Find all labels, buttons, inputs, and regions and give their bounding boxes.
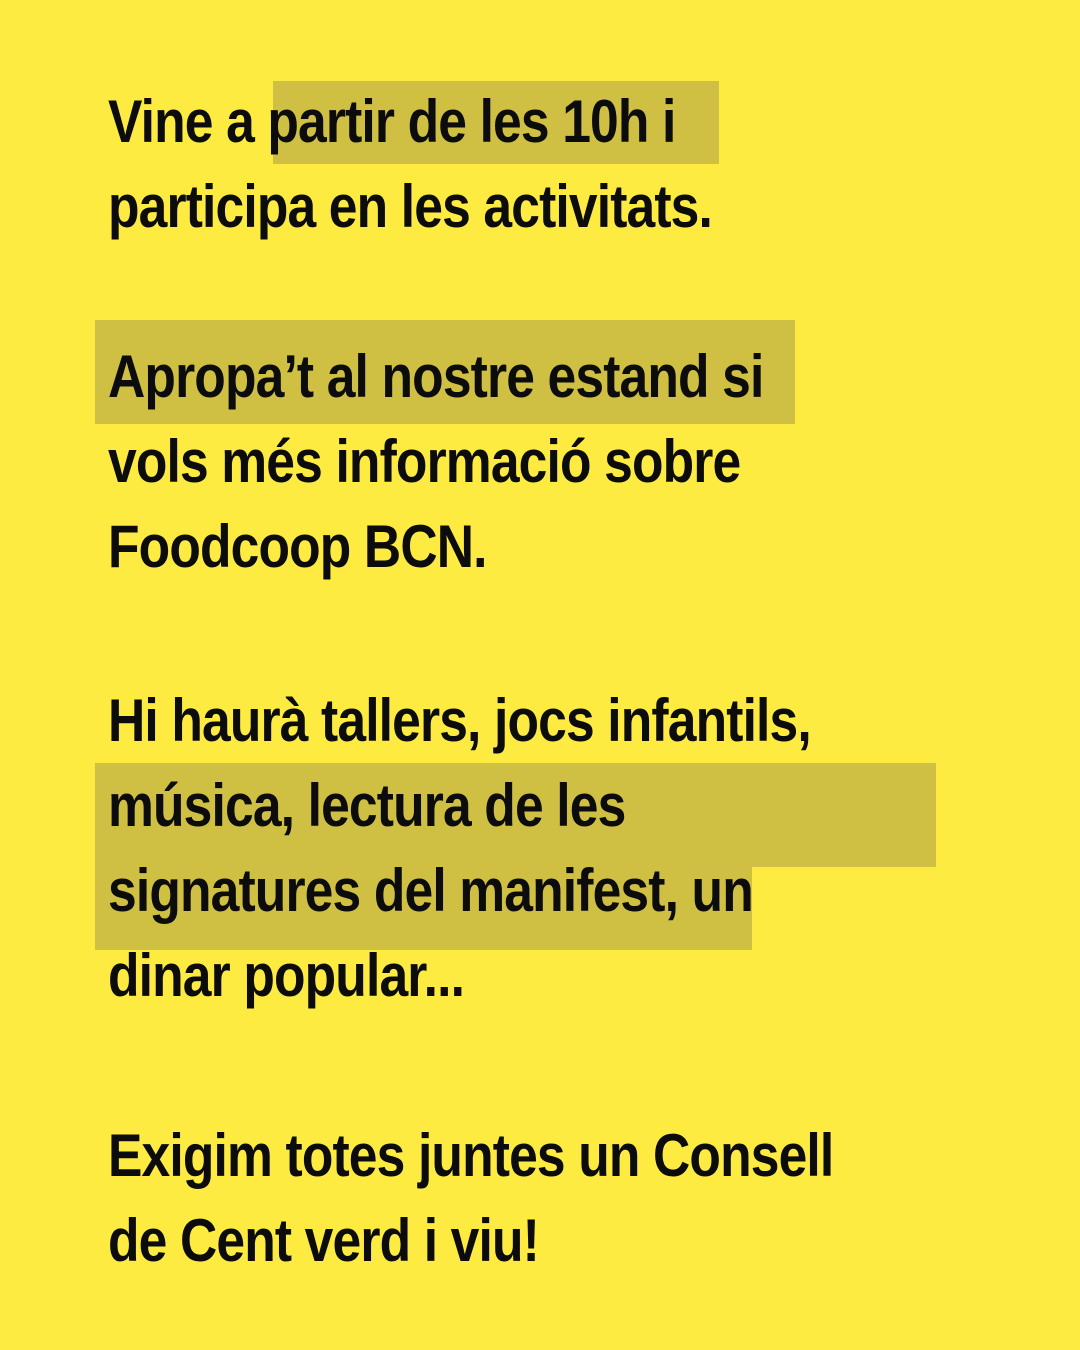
text-segment: Hi haurà tallers, jocs infantils, xyxy=(108,687,811,754)
text-line xyxy=(108,848,811,933)
text-segment: Exigim totes juntes un Consell xyxy=(108,1122,834,1189)
text-segment: i xyxy=(648,88,676,155)
text-line xyxy=(108,678,811,763)
paragraph-stand-info xyxy=(108,334,763,589)
paragraph-demand xyxy=(108,1113,833,1283)
text-line xyxy=(108,419,763,504)
highlighted-text: signatures del manifest xyxy=(108,857,665,924)
paragraph-activities xyxy=(108,678,811,1018)
text-line xyxy=(108,79,712,164)
text-line xyxy=(108,334,763,419)
text-line xyxy=(108,1198,833,1283)
paragraph-schedule xyxy=(108,79,712,249)
text-segment: , un xyxy=(664,857,753,924)
highlighted-text: Apropa’t al nostre estand xyxy=(108,343,709,410)
text-line xyxy=(108,164,712,249)
text-line xyxy=(108,1113,833,1198)
highlighted-text: música, lectura de les xyxy=(108,772,626,839)
text-line xyxy=(108,504,763,589)
highlighted-text: partir de les 10h xyxy=(267,88,649,155)
text-line xyxy=(108,933,811,1018)
text-segment: Foodcoop BCN. xyxy=(108,513,487,580)
text-segment: de Cent verd i viu! xyxy=(108,1207,539,1274)
text-segment: vols més informació sobre xyxy=(108,428,741,495)
text-line xyxy=(108,763,811,848)
text-segment: Vine a xyxy=(108,88,268,155)
text-segment: participa en les activitats. xyxy=(108,173,712,240)
text-segment: dinar popular... xyxy=(108,942,465,1009)
text-segment: si xyxy=(708,343,764,410)
